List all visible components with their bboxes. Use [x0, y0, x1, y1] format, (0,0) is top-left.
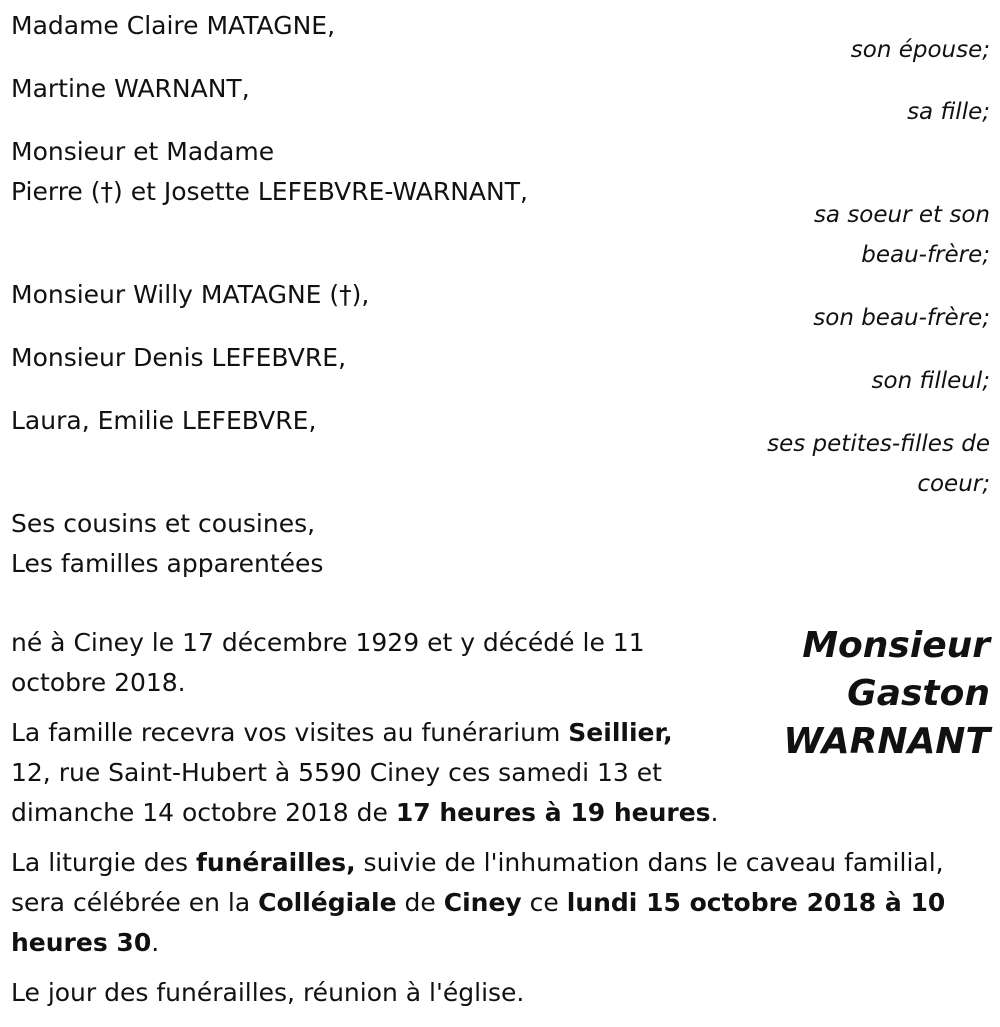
- funeral-date: lundi 15 octobre 2018 à 10: [566, 888, 946, 917]
- visits-line3: [11, 793, 719, 833]
- relation-godson: son filleul;: [871, 368, 990, 394]
- relation-granddaughters-line1: ses petites-filles de: [767, 431, 990, 457]
- funeral-de: de: [396, 888, 444, 917]
- deceased-last-name: WARNANT: [783, 721, 990, 762]
- funeral-time: heures 30: [11, 928, 152, 957]
- visits-period: .: [710, 798, 719, 827]
- family-name-lefebvre-couple-line2: Pierre (†) et Josette LEFEBVRE-WARNANT,: [11, 177, 528, 206]
- others-families: Les familles apparentées: [11, 549, 324, 578]
- family-name-claire-matagne: Madame Claire MATAGNE,: [11, 11, 336, 40]
- family-name-martine-warnant: Martine WARNANT,: [11, 74, 250, 103]
- visits-hours: 17 heures à 19 heures: [395, 798, 711, 827]
- funeral-burial-text: suivie de l'inhumation dans le caveau familial,: [355, 848, 944, 877]
- funeral-ce: ce: [521, 888, 567, 917]
- deceased-name: [783, 622, 990, 766]
- relation-spouse: son épouse;: [850, 37, 990, 63]
- funeral-line1: [11, 843, 944, 883]
- relation-sister-brother-in-law-line2: beau-frère;: [861, 242, 990, 268]
- family-name-denis-lefebvre: Monsieur Denis LEFEBVRE,: [11, 343, 347, 372]
- funeral-period: .: [151, 928, 160, 957]
- visits-text: La famille recevra vos visites au funérarium: [11, 718, 569, 747]
- birth-line1: né à Ciney le 17 décembre 1929 et y décédé le 11: [11, 628, 645, 657]
- funeral-celebrated-text: sera célébrée en la: [11, 888, 259, 917]
- relation-brother-in-law: son beau-frère;: [813, 305, 990, 331]
- deceased-first-name: Gaston: [847, 673, 990, 714]
- city-name: Ciney: [443, 888, 522, 917]
- funeral-home-name: Seillier,: [568, 718, 673, 747]
- family-name-laura-emilie-lefebvre: Laura, Emilie LEFEBVRE,: [11, 406, 317, 435]
- visits-address: 12, rue Saint-Hubert à 5590 Ciney ces samedi 13 et: [11, 758, 662, 787]
- meeting-note: Le jour des funérailles, réunion à l'église.: [11, 978, 525, 1007]
- relation-granddaughters-line2: coeur;: [917, 471, 990, 497]
- funeral-text: La liturgie des: [11, 848, 196, 877]
- funeral-line3: [11, 923, 159, 963]
- funeral-line2: [11, 883, 945, 923]
- relation-sister-brother-in-law-line1: sa soeur et son: [813, 202, 990, 228]
- family-name-lefebvre-couple-line1: Monsieur et Madame: [11, 137, 275, 166]
- visits-line1: [11, 713, 673, 753]
- deceased-title: Monsieur: [802, 625, 990, 666]
- others-cousins: Ses cousins et cousines,: [11, 509, 316, 538]
- church-name: Collégiale: [258, 888, 397, 917]
- family-name-willy-matagne: Monsieur Willy MATAGNE (†),: [11, 280, 370, 309]
- relation-daughter: sa fille;: [907, 99, 990, 125]
- funeral-keyword: funérailles,: [195, 848, 356, 877]
- visits-date-text: dimanche 14 octobre 2018 de: [11, 798, 396, 827]
- birth-line2: octobre 2018.: [11, 668, 186, 697]
